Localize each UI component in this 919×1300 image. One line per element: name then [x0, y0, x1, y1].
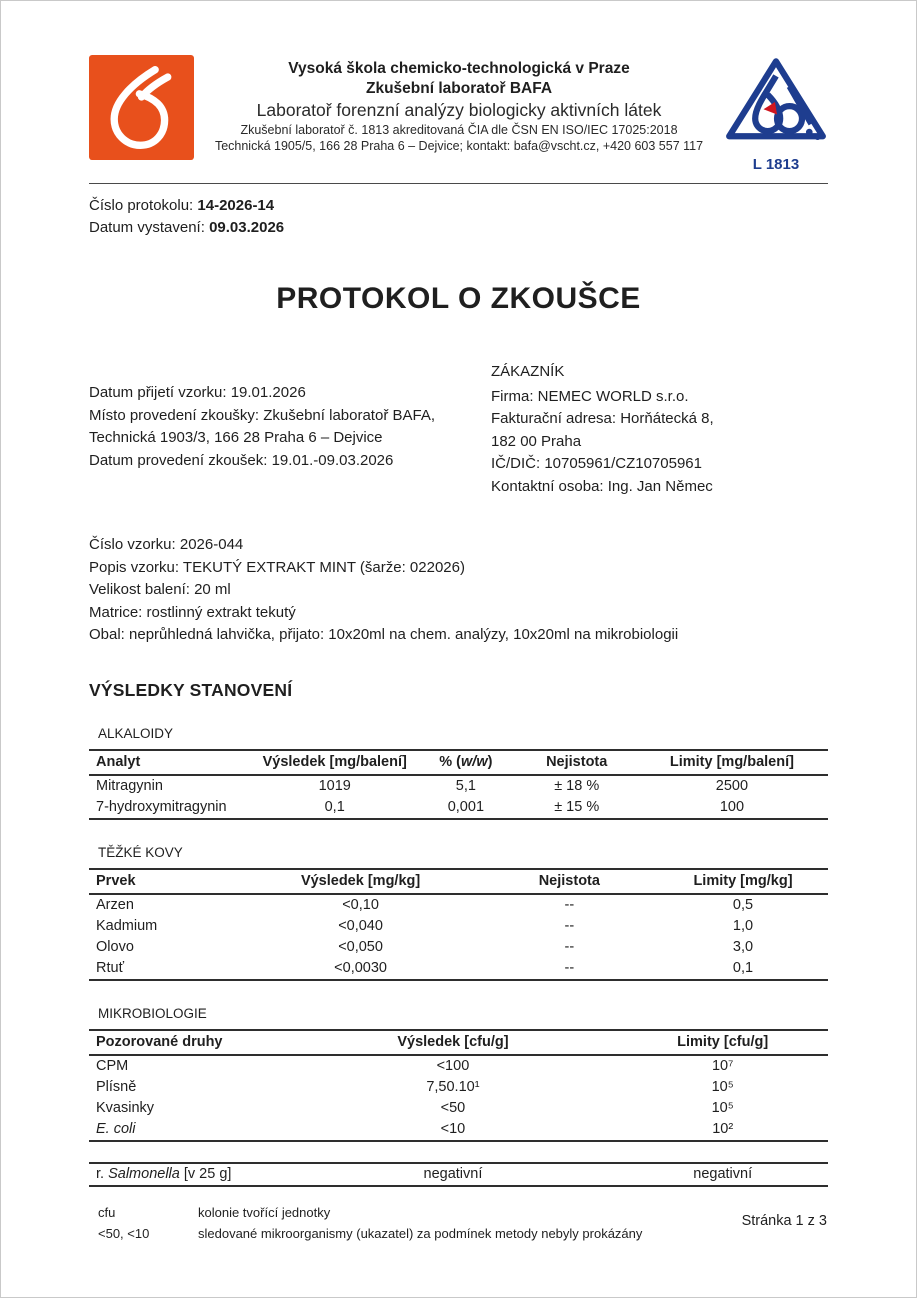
heavy-metals-table — [89, 868, 828, 981]
protocol-meta — [89, 195, 828, 239]
heavy-metals-caption: TĚŽKÉ KOVY — [98, 844, 183, 860]
table-cell: E. coli — [96, 1121, 136, 1137]
test-info-block — [89, 361, 491, 498]
laboratory-name: Zkušební laboratoř BAFA — [365, 80, 553, 97]
document-title: PROTOKOL O ZKOUŠCE — [276, 282, 641, 315]
issue-date-label: Datum vystavení: — [89, 219, 205, 236]
table-cell: 0,1 — [324, 799, 345, 815]
table-cell: 5,1 — [455, 778, 476, 794]
column-header: Limity [mg/balení] — [636, 750, 828, 775]
table-cell: 1019 — [318, 778, 351, 794]
table-cell: 2500 — [715, 778, 749, 794]
table-row — [89, 775, 828, 797]
cia-accreditation-logo — [724, 55, 828, 173]
info-line: Datum přijetí vzorku: 19.01.2026 — [89, 384, 306, 401]
document-header — [89, 1, 828, 184]
table-header-row — [89, 869, 828, 894]
accreditation-line: Zkušební laboratoř č. 1813 akreditovaná ČIA dle ČSN EN ISO/IEC 17025:2018 — [240, 123, 678, 137]
column-header: Pozorované druhy — [89, 1030, 289, 1055]
column-header: Prvek — [89, 869, 240, 894]
table-cell: <0,050 — [338, 939, 383, 955]
table-cell: 0,5 — [732, 897, 754, 913]
footnote-text: kolonie tvořící jednotky — [198, 1204, 331, 1220]
customer-line: Kontaktní osoba: Ing. Jan Němec — [491, 477, 713, 495]
footnote-term: <50, <10 — [98, 1225, 150, 1241]
table-cell: 10⁵ — [711, 1100, 734, 1116]
column-header: Nejistota — [518, 750, 636, 775]
results-section-heading: VÝSLEDKY STANOVENÍ — [89, 679, 293, 700]
issue-date-line — [89, 217, 828, 239]
table-cell: -- — [564, 939, 575, 955]
table-cell: <10 — [440, 1121, 466, 1137]
column-header: % (w/w) — [414, 750, 517, 775]
microbiology-table — [89, 1029, 828, 1142]
column-header: Výsledek [cfu/g] — [289, 1030, 618, 1055]
footnote-row — [98, 1202, 828, 1223]
table-cell: ± 15 % — [554, 799, 600, 815]
customer-line: IČ/DIČ: 10705961/CZ10705961 — [491, 455, 702, 472]
info-line: Technická 1903/3, 166 28 Praha 6 – Dejvice — [89, 429, 383, 446]
table-cell: -- — [564, 960, 575, 976]
table-row — [89, 937, 828, 958]
page-number: Stránka 1 z 3 — [741, 1213, 827, 1229]
alkaloids-table — [89, 749, 828, 820]
table-cell: Plísně — [96, 1079, 137, 1095]
table-cell: <50 — [440, 1100, 466, 1116]
table-cell: negativní — [423, 1166, 483, 1182]
table-cell: 7,50.10¹ — [426, 1079, 480, 1095]
protocol-number-line — [89, 195, 828, 217]
table-cell: 10⁵ — [711, 1079, 734, 1095]
cia-accreditation-number: L 1813 — [752, 156, 800, 173]
protocol-number-value: 14-2026-14 — [197, 197, 275, 214]
customer-line: 182 00 Praha — [491, 432, 582, 450]
table-cell: 0,1 — [732, 960, 754, 976]
table-cell: Rtuť — [96, 960, 125, 976]
table-cell: -- — [564, 918, 575, 934]
table-cell: -- — [564, 897, 575, 913]
issue-date-value: 09.03.2026 — [209, 219, 285, 236]
footnotes-block — [89, 1202, 828, 1244]
table-cell: Arzen — [96, 897, 134, 913]
sample-line: Číslo vzorku: 2026-044 — [89, 536, 244, 553]
table-row — [89, 916, 828, 937]
column-header: Analyt — [89, 750, 255, 775]
table-row — [89, 1055, 828, 1077]
table-cell: <100 — [436, 1058, 470, 1074]
column-header: Limity [mg/kg] — [658, 869, 828, 894]
header-text-block — [194, 55, 724, 154]
microbiology-caption: MIKROBIOLOGIE — [98, 1005, 207, 1021]
table-row — [89, 797, 828, 819]
table-header-row — [89, 750, 828, 775]
table-cell: r. Salmonella [v 25 g] — [96, 1166, 232, 1182]
table-cell: 10⁷ — [711, 1058, 734, 1074]
table-cell: negativní — [693, 1166, 753, 1182]
table-cell: 1,0 — [732, 918, 754, 934]
table-cell: 10² — [712, 1121, 734, 1137]
info-line: Datum provedení zkoušek: 19.01.-09.03.2026 — [89, 451, 394, 469]
customer-block — [491, 361, 828, 498]
table-row — [89, 1163, 828, 1186]
sample-info-block — [89, 534, 828, 647]
table-row — [89, 1077, 828, 1098]
sample-line: Matrice: rostlinný extrakt tekutý — [89, 603, 296, 621]
info-line: Místo provedení zkoušky: Zkušební laboratoř BAFA, — [89, 406, 435, 424]
customer-line: Fakturační adresa: Horňátecká 8, — [491, 410, 714, 427]
column-header: Limity [cfu/g] — [617, 1030, 828, 1055]
salmonella-table — [89, 1162, 828, 1187]
vscht-logo — [89, 55, 194, 160]
column-header: Nejistota — [481, 869, 658, 894]
table-header-row — [89, 1030, 828, 1055]
table-cell: Kadmium — [96, 918, 158, 934]
alkaloids-caption: ALKALOIDY — [98, 725, 174, 741]
footnote-term: cfu — [98, 1204, 116, 1220]
table-cell: ± 18 % — [554, 778, 600, 794]
table-cell: 3,0 — [732, 939, 754, 955]
footnote-text: sledované mikroorganismy (ukazatel) za podmínek metody nebyly prokázány — [198, 1225, 643, 1241]
info-columns — [89, 361, 828, 498]
sample-line: Popis vzorku: TEKUTÝ EXTRAKT MINT (šarže: 022026) — [89, 558, 465, 576]
table-row — [89, 1098, 828, 1119]
column-header: Výsledek [mg/balení] — [255, 750, 414, 775]
vscht-logo-icon — [89, 55, 194, 160]
contact-line: Technická 1905/5, 166 28 Praha 6 – Dejvice; kontakt: bafa@vscht.cz, +420 603 557 117 — [214, 139, 704, 153]
table-row — [89, 894, 828, 916]
table-cell: 100 — [719, 799, 745, 815]
table-cell: CPM — [96, 1058, 129, 1074]
customer-heading: ZÁKAZNÍK — [491, 363, 565, 380]
footnote-row — [98, 1223, 828, 1244]
protocol-number-label: Číslo protokolu: — [89, 197, 194, 214]
table-cell: Olovo — [96, 939, 134, 955]
table-cell: <0,10 — [342, 897, 379, 913]
organization-name: Vysoká škola chemicko-technologická v Praze — [288, 60, 630, 77]
customer-line: Firma: NEMEC WORLD s.r.o. — [491, 387, 689, 405]
table-cell: 7-hydroxymitragynin — [96, 799, 227, 815]
sample-line: Velikost balení: 20 ml — [89, 581, 231, 598]
table-cell: Kvasinky — [96, 1100, 155, 1116]
table-row — [89, 1119, 828, 1141]
table-cell: Mitragynin — [96, 778, 163, 794]
table-cell: 0,001 — [447, 799, 485, 815]
sample-line: Obal: neprůhledná lahvička, přijato: 10x20ml na chem. analýzy, 10x20ml na mikrobiologii — [89, 626, 679, 643]
table-row — [89, 958, 828, 980]
table-cell: <0,040 — [338, 918, 383, 934]
laboratory-subtitle: Laboratoř forenzní analýzy biologicky aktivních látek — [256, 100, 662, 120]
table-cell: <0,0030 — [334, 960, 387, 976]
cia-triangle-icon — [724, 55, 828, 151]
column-header: Výsledek [mg/kg] — [240, 869, 480, 894]
